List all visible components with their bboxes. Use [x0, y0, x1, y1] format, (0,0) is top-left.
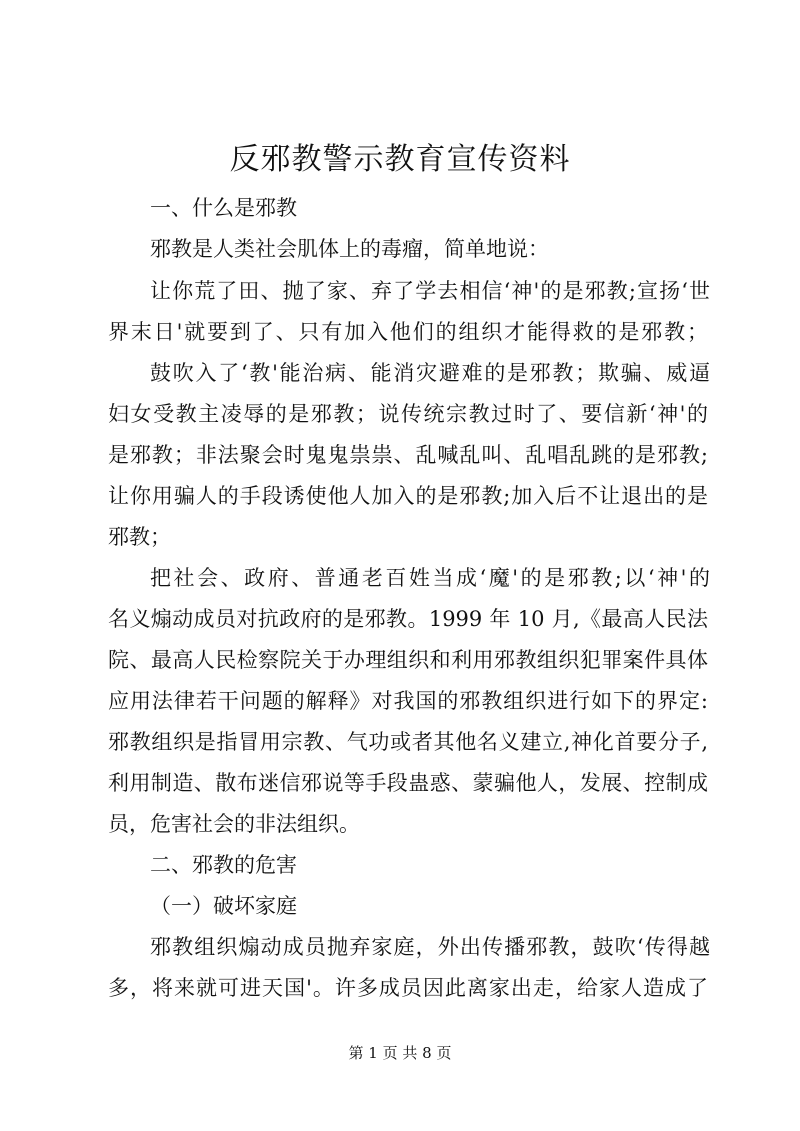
paragraph-line: 员，危害社会的非法组织。	[108, 812, 360, 836]
paragraph-line: 院、最高人民检察院关于办理组织和利用邪教组织犯罪案件具体	[108, 648, 708, 672]
paragraph-line: 让你荒了田、抛了家、弃了学去相信‘神'的是邪教;宣扬‘世	[150, 279, 710, 303]
page-footer: 第 1 页 共 8 页	[348, 1044, 452, 1062]
paragraph-line: 邪教是人类社会肌体上的毒瘤，简单地说：	[150, 237, 549, 261]
paragraph-line: 把社会、政府、普通老百姓当成‘魔'的是邪教;以‘神'的	[150, 566, 710, 590]
paragraph-line: 妇女受教主凌辱的是邪教；说传统宗教过时了、要信新‘神'的	[108, 402, 708, 426]
paragraph-line: 名义煽动成员对抗政府的是邪教。1999 年 10 月,《最高人民法	[108, 607, 708, 631]
paragraph-line: 邪教组织是指冒用宗教、气功或者其他名义建立,神化首要分子,	[108, 730, 708, 754]
paragraph-line: 界末日'就要到了、只有加入他们的组织才能得救的是邪教；	[108, 320, 708, 344]
paragraph-line: 多，将来就可进天国'。许多成员因此离家出走，给家人造成了	[108, 976, 708, 1000]
paragraph-line: 是邪教；非法聚会时鬼鬼祟祟、乱喊乱叫、乱唱乱跳的是邪教;	[108, 443, 708, 467]
paragraph-line: 让你用骗人的手段诱使他人加入的是邪教;加入后不让退出的是	[108, 484, 708, 508]
paragraph-line: 邪教组织煽动成员抛弃家庭，外出传播邪教，鼓吹‘传得越	[150, 935, 710, 959]
document-title: 反邪教警示教育宣传资料	[229, 142, 571, 177]
paragraph-line: 邪教；	[108, 525, 171, 549]
paragraph-line: 利用制造、散布迷信邪说等手段蛊惑、蒙骗他人，发展、控制成	[108, 771, 708, 795]
section-heading: 一、什么是邪教	[150, 196, 297, 220]
paragraph-line: 鼓吹入了‘教'能治病、能消灾避难的是邪教；欺骗、威逼	[150, 361, 710, 385]
subsection-heading: （一）破坏家庭	[150, 894, 297, 918]
section-heading: 二、邪教的危害	[150, 853, 297, 877]
paragraph-line: 应用法律若干问题的解释》对我国的邪教组织进行如下的界定:	[108, 689, 708, 713]
